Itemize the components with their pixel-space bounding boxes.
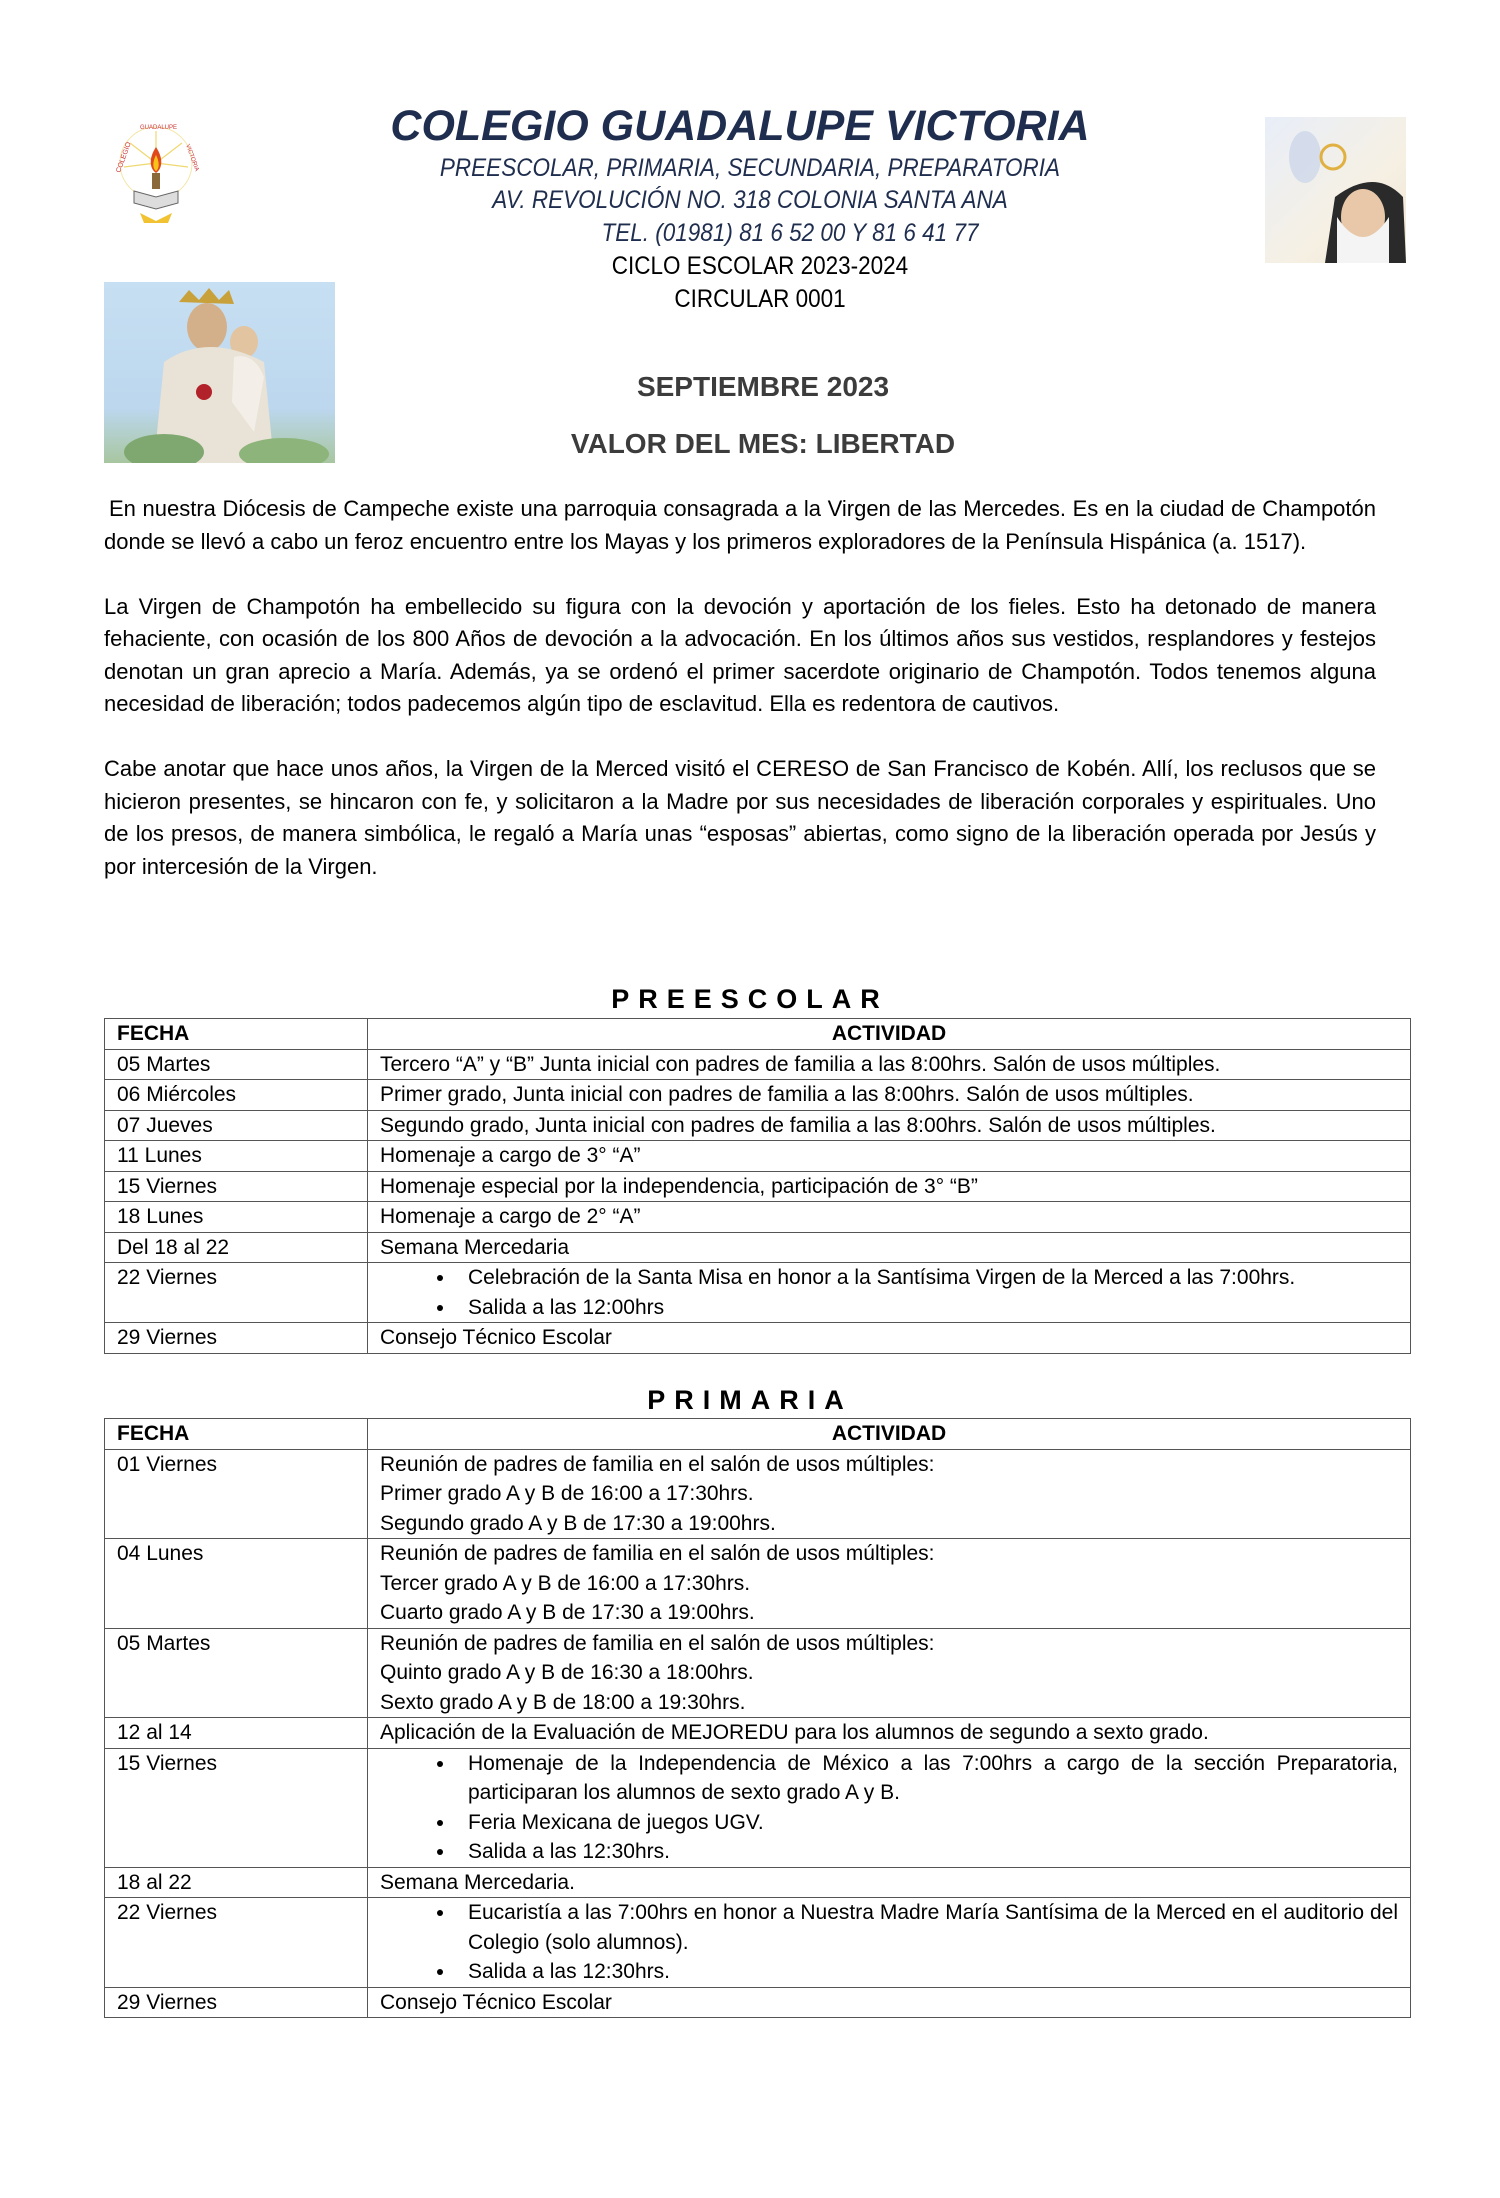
fecha-cell: 29 Viernes	[105, 1323, 368, 1354]
fecha-cell: 15 Viernes	[105, 1171, 368, 1202]
column-header-fecha: FECHA	[105, 1019, 368, 1050]
circular-number: CIRCULAR 0001	[674, 285, 846, 313]
intro-text	[104, 493, 1376, 916]
section-title-preescolar: PREESCOLAR	[611, 984, 889, 1014]
value-of-month-heading: VALOR DEL MES: LIBERTAD	[570, 428, 956, 459]
actividad-cell	[368, 1141, 1411, 1172]
activity-line: Aplicación de la Evaluación de MEJOREDU para los alumnos de segundo a sexto grado.	[380, 1721, 1209, 1744]
actividad-cell	[368, 1110, 1411, 1141]
activity-bullet: • Celebración de la Santa Misa en honor a la Santísima Virgen de la Merced a las 7:00hrs.	[456, 1263, 1398, 1293]
activity-line: Homenaje a cargo de 3° “A”	[380, 1144, 641, 1167]
activity-line: Consejo Técnico Escolar	[380, 1326, 612, 1349]
activity-line: Reunión de padres de familia en el salón de usos múltiples:	[380, 1452, 935, 1476]
table-row	[105, 1232, 1411, 1263]
activity-line: Tercero “A” y “B” Junta inicial con padres de familia a las 8:00hrs. Salón de usos múltiples.	[380, 1052, 1221, 1076]
fecha-cell: 15 Viernes	[105, 1748, 368, 1867]
activity-bullet-list	[380, 1263, 1398, 1322]
activity-line: Semana Mercedaria	[380, 1235, 570, 1259]
actividad-cell	[368, 1232, 1411, 1263]
activity-line: Consejo Técnico Escolar	[380, 1990, 612, 2014]
table-row	[105, 1171, 1411, 1202]
activity-line: Primer grado, Junta inicial con padres de familia a las 8:00hrs. Salón de usos múltiples.	[380, 1083, 1194, 1106]
actividad-cell	[368, 1049, 1411, 1080]
table-row	[105, 1628, 1411, 1718]
actividad-cell	[368, 1987, 1411, 2018]
fecha-cell: 12 al 14	[105, 1718, 368, 1749]
table-row	[105, 1080, 1411, 1111]
fecha-cell: 05 Martes	[105, 1628, 368, 1718]
actividad-cell	[368, 1898, 1411, 1988]
fecha-cell: 01 Viernes	[105, 1449, 368, 1539]
activity-line: Homenaje especial por la independencia, participación de 3° “B”	[380, 1174, 978, 1198]
activity-line: Quinto grado A y B de 16:30 a 18:00hrs.	[380, 1661, 754, 1684]
actividad-cell	[368, 1449, 1411, 1539]
table-row	[105, 1141, 1411, 1172]
table-row	[105, 1867, 1411, 1898]
activity-line: Reunión de padres de familia en el salón de usos múltiples:	[380, 1542, 935, 1565]
table-row	[105, 1202, 1411, 1233]
table-row	[105, 1110, 1411, 1141]
fecha-cell: 05 Martes	[105, 1049, 368, 1080]
actividad-cell	[368, 1718, 1411, 1749]
paragraph: La Virgen de Champotón ha embellecido su figura con la devoción y aportación de los fieles. Esto ha detonado de manera fehaciente, con ocasión de los 800 Años de devoción a la advocación. En los últimos años sus vestidos, resplandores y festejos denotan un gran aprecio a María. Además, ya se ordenó el primer sacerdote originario de Champotón. Todos tenemos alguna necesidad de liberación; todos padecemos algún tipo de esclavitud. Ella es redentora de cautivos.	[104, 593, 1376, 716]
table-row	[105, 1539, 1411, 1629]
svg-text:GUADALUPE: GUADALUPE	[140, 125, 178, 131]
activity-bullet-list	[380, 1898, 1398, 1987]
activity-line: Segundo grado A y B de 17:30 a 19:00hrs.	[380, 1511, 776, 1535]
activity-line: Reunión de padres de familia en el salón de usos múltiples:	[380, 1631, 935, 1655]
paragraph: En nuestra Diócesis de Campeche existe una parroquia consagrada a la Virgen de las Mercedes. Es en la ciudad de Champotón donde se llevó a cabo un feroz encuentro entre los Mayas y los primeros exploradores de la Península Hispánica (a. 1517).	[104, 496, 1376, 554]
actividad-cell	[368, 1202, 1411, 1233]
table-header-row	[105, 1419, 1411, 1450]
actividad-cell	[368, 1628, 1411, 1718]
activity-bullet: • Homenaje de la Independencia de México a las 7:00hrs a cargo de la sección Preparatoria, participaran los alumnos de sexto grado A y B.	[456, 1749, 1398, 1808]
school-name: COLEGIO GUADALUPE VICTORIA	[390, 102, 1090, 150]
actividad-cell	[368, 1748, 1411, 1867]
actividad-cell	[368, 1263, 1411, 1323]
table-row	[105, 1263, 1411, 1323]
activity-bullet: • Salida a las 12:30hrs.	[456, 1957, 1398, 1987]
activity-line: Cuarto grado A y B de 17:30 a 19:00hrs.	[380, 1601, 755, 1624]
activity-line: Sexto grado A y B de 18:00 a 19:30hrs.	[380, 1690, 746, 1714]
fecha-cell: 18 al 22	[105, 1867, 368, 1898]
table-row	[105, 1718, 1411, 1749]
activity-line: Segundo grado, Junta inicial con padres de familia a las 8:00hrs. Salón de usos múltiples.	[380, 1113, 1216, 1137]
activity-bullet: • Salida a las 12:00hrs	[456, 1293, 1398, 1323]
section-title-primaria: PRIMARIA	[647, 1385, 853, 1415]
fecha-cell: Del 18 al 22	[105, 1232, 368, 1263]
school-cycle: CICLO ESCOLAR 2023-2024	[611, 252, 909, 280]
fecha-cell: 18 Lunes	[105, 1202, 368, 1233]
table-row	[105, 1449, 1411, 1539]
actividad-cell	[368, 1323, 1411, 1354]
activity-bullet: • Salida a las 12:30hrs.	[456, 1837, 1398, 1867]
actividad-cell	[368, 1080, 1411, 1111]
actividad-cell	[368, 1867, 1411, 1898]
fecha-cell: 07 Jueves	[105, 1110, 368, 1141]
svg-text:VICTORIA: VICTORIA	[184, 143, 200, 173]
table-row	[105, 1987, 1411, 2018]
activity-line: Semana Mercedaria.	[380, 1870, 575, 1894]
fecha-cell: 22 Viernes	[105, 1263, 368, 1323]
fecha-cell: 06 Miércoles	[105, 1080, 368, 1111]
fecha-cell: 11 Lunes	[105, 1141, 368, 1172]
table-row	[105, 1748, 1411, 1867]
column-header-actividad: ACTIVIDAD	[368, 1419, 1411, 1450]
fecha-cell: 04 Lunes	[105, 1539, 368, 1629]
fecha-cell: 29 Viernes	[105, 1987, 368, 2018]
preescolar-table	[104, 1018, 1411, 1354]
table-row	[105, 1323, 1411, 1354]
table-header-row	[105, 1019, 1411, 1050]
activity-line: Tercer grado A y B de 16:00 a 17:30hrs.	[380, 1571, 751, 1595]
fecha-cell: 22 Viernes	[105, 1898, 368, 1988]
actividad-cell	[368, 1539, 1411, 1629]
svg-text:COLEGIO: COLEGIO	[115, 141, 133, 174]
table-row	[105, 1049, 1411, 1080]
activity-bullet: • Feria Mexicana de juegos UGV.	[456, 1808, 1398, 1838]
school-levels: PREESCOLAR, PRIMARIA, SECUNDARIA, PREPARATORIA	[439, 154, 1061, 182]
month-heading: SEPTIEMBRE 2023	[636, 371, 890, 402]
activity-bullet-list	[380, 1749, 1398, 1867]
activity-line: Primer grado A y B de 16:00 a 17:30hrs.	[380, 1482, 754, 1505]
primaria-table	[104, 1418, 1411, 2018]
paragraph: Cabe anotar que hace unos años, la Virgen de la Merced visitó el CERESO de San Francisco de Kobén. Allí, los reclusos que se hicieron presentes, se hincaron con fe, y solicitaron a la Madre por sus necesidades de liberación corporales y espirituales. Uno de los presos, de manera simbólica, le regaló a María unas “esposas” abiertas, como signo de la liberación operada por Jesús y por intercesión de la Virgen.	[104, 756, 1376, 879]
table-row	[105, 1898, 1411, 1988]
column-header-actividad: ACTIVIDAD	[368, 1019, 1411, 1050]
column-header-fecha: FECHA	[105, 1419, 368, 1450]
school-phone: TEL. (01981) 81 6 52 00 Y 81 6 41 77	[601, 219, 979, 247]
school-address: AV. REVOLUCIÓN NO. 318 COLONIA SANTA ANA	[492, 186, 1008, 214]
activity-bullet: • Eucaristía a las 7:00hrs en honor a Nuestra Madre María Santísima de la Merced en el auditorio del Colegio (solo alumnos).	[456, 1898, 1398, 1957]
actividad-cell	[368, 1171, 1411, 1202]
activity-line: Homenaje a cargo de 2° “A”	[380, 1205, 641, 1228]
